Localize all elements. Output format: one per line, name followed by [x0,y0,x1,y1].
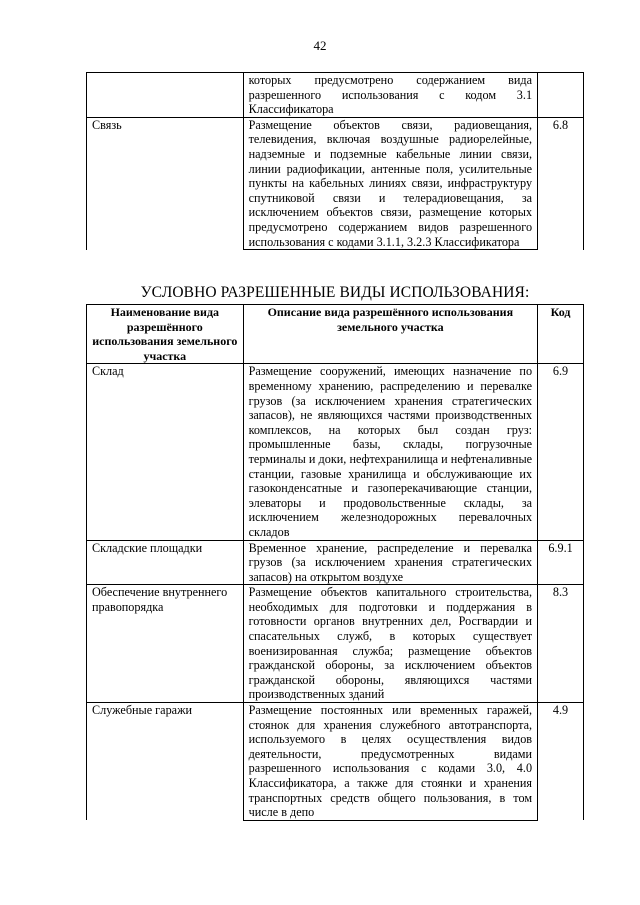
table-row [87,540,584,585]
continued-table [86,72,584,250]
use-code-cell: 6.9 [538,364,584,540]
use-description-cell: Размещение объектов капитального строительства, необходимых для подготовки и поддержания в готовности органов внутренних дел, Росгвардии и спасательных служб, в которых существует военизированная служба; размещение объектов гражданской обороны, за исключением объектов гражданской обороны, являющихся частями производственных зданий [243,585,537,703]
page-number: 42 [313,38,327,53]
use-description-cell: Размещение объектов связи, радиовещания, телевидения, включая воздушные радиорелейные, надземные и подземные кабельные линии связи, линии радиофикации, антенные поля, усилительные пункты на кабельных линиях связи, инфраструктуру спутниковой связи и телерадиовещания, за исключением объектов связи, размещение которых предусмотрено содержанием видов разрешенного использования с кодами 3.1.1, 3.2.3 Классификатора [243,117,537,249]
header-code: Код [538,305,584,364]
use-code-cell: 6.9.1 [538,540,584,585]
use-description-cell: Размещение сооружений, имеющих назначение по временному хранению, распределению и перевалке грузов (за исключением хранения стратегических запасов), не являющихся частями производственных комплексов, на которых был создан груз: промышленные базы, склады, погрузочные терминалы и доки, нефтехранилища и нефтеналивные станции, газовые хранилища и обслуживающие их газоконденсатные и газоперекачивающие станции, элеваторы и продовольственные склады, за исключением железнодорожных перевалочных складов [243,364,537,540]
conditional-uses-table [86,304,584,821]
table-row [87,703,584,821]
table-row [87,73,584,118]
header-description: Описание вида разрешённого использования земельного участка [243,305,537,364]
table-row [87,117,584,249]
use-name-cell: Обеспечение внутреннего правопорядка [87,585,244,703]
use-name-cell: Связь [87,117,244,249]
use-name-cell: Склад [87,364,244,540]
header-name: Наименование вида разрешённого использования земельного участка [87,305,244,364]
use-code-cell: 8.3 [538,585,584,703]
table-header-row [87,305,584,364]
table-row [87,364,584,540]
use-name-cell [87,73,244,118]
use-name-cell: Складские площадки [87,540,244,585]
section-heading: УСЛОВНО РАЗРЕШЕННЫЕ ВИДЫ ИСПОЛЬЗОВАНИЯ: [140,284,530,301]
use-description-cell: Размещение постоянных или временных гаражей, стоянок для хранения служебного автотранспорта, используемого в целях осуществления видов деятельности, предусмотренных видами разрешенного использования с кодами 3.0, 4.0 Классификатора, а также для стоянки и хранения транспортных средств общего пользования, в том числе в депо [243,703,537,821]
use-code-cell: 4.9 [538,703,584,821]
table-row [87,585,584,703]
use-name-cell: Служебные гаражи [87,703,244,821]
use-description-cell: которых предусмотрено содержанием вида разрешенного использования с кодом 3.1 Классификатора [243,73,537,118]
use-code-cell [538,73,584,118]
use-description-cell: Временное хранение, распределение и перевалка грузов (за исключением хранения стратегических запасов) на открытом воздухе [243,540,537,585]
use-code-cell: 6.8 [538,117,584,249]
